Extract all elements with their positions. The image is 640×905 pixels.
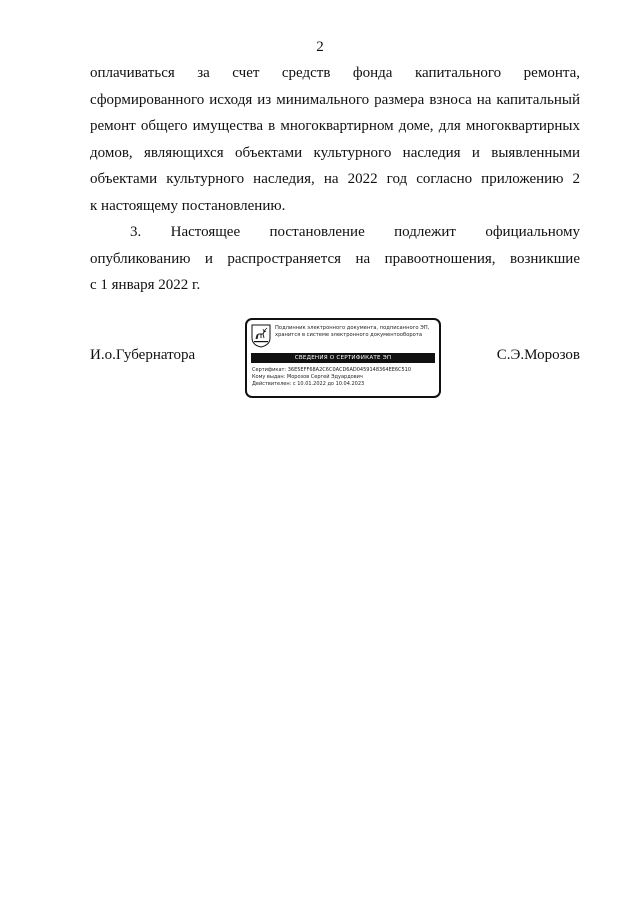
validity-value: с 10.01.2022 до 10.04.2023 [292,381,365,387]
text-line: сформированного исходя из минимального размера взноса на капитальный [90,91,580,108]
signature-block [90,316,580,402]
text-line: к настоящему постановлению. [90,197,286,214]
electronic-signature-stamp [245,318,441,398]
text-line: объектами культурного наследия, на 2022 год согласно приложению 2 [90,171,580,187]
stamp-title-bar: СВЕДЕНИЯ О СЕРТИФИКАТЕ ЭП [251,353,435,363]
signer-title: И.о.Губернатора [90,347,196,363]
issued-to-row [252,374,436,381]
paragraph-publication-clause [90,219,580,299]
stamp-header-line: Подлинник электронного документа, подписанного ЭП, [275,325,430,331]
document-body [90,60,580,299]
text-line: домов, являющихся объектами культурного наследия и выявленными [90,144,580,161]
issued-to-label: Кому выдан: [252,374,286,380]
text-line: опубликованию и распространяется на правоотношения, возникшие [90,250,580,267]
text-line: 3. Настоящее постановление подлежит официальному [130,224,580,240]
stamp-certificate-details [252,367,436,388]
stamp-header-text [275,325,437,339]
certificate-row [252,367,436,374]
signer-name: С.Э.Морозов [496,347,580,363]
stamp-header [251,324,435,350]
certificate-value: 36E5EFF68A2C6C0ACD6AD0459148364EE6C510 [287,367,412,373]
deer-emblem-icon [251,324,271,348]
page-number: 2 [316,39,324,55]
issued-to-value: Морозов Сергей Эдуардович [286,374,363,380]
stamp-header-line: хранится в системе электронного документооборота [275,332,423,338]
text-line: ремонт общего имущества в многоквартирном доме, для многоквартирных [90,118,580,134]
text-line: оплачиваться за счет средств фонда капитального ремонта, [90,65,580,81]
validity-row [252,381,436,388]
validity-label: Действителен: [252,381,292,387]
paragraph-capital-repair-funding [90,60,580,219]
certificate-label: Сертификат: [252,367,287,373]
text-line: с 1 января 2022 г. [90,277,201,293]
